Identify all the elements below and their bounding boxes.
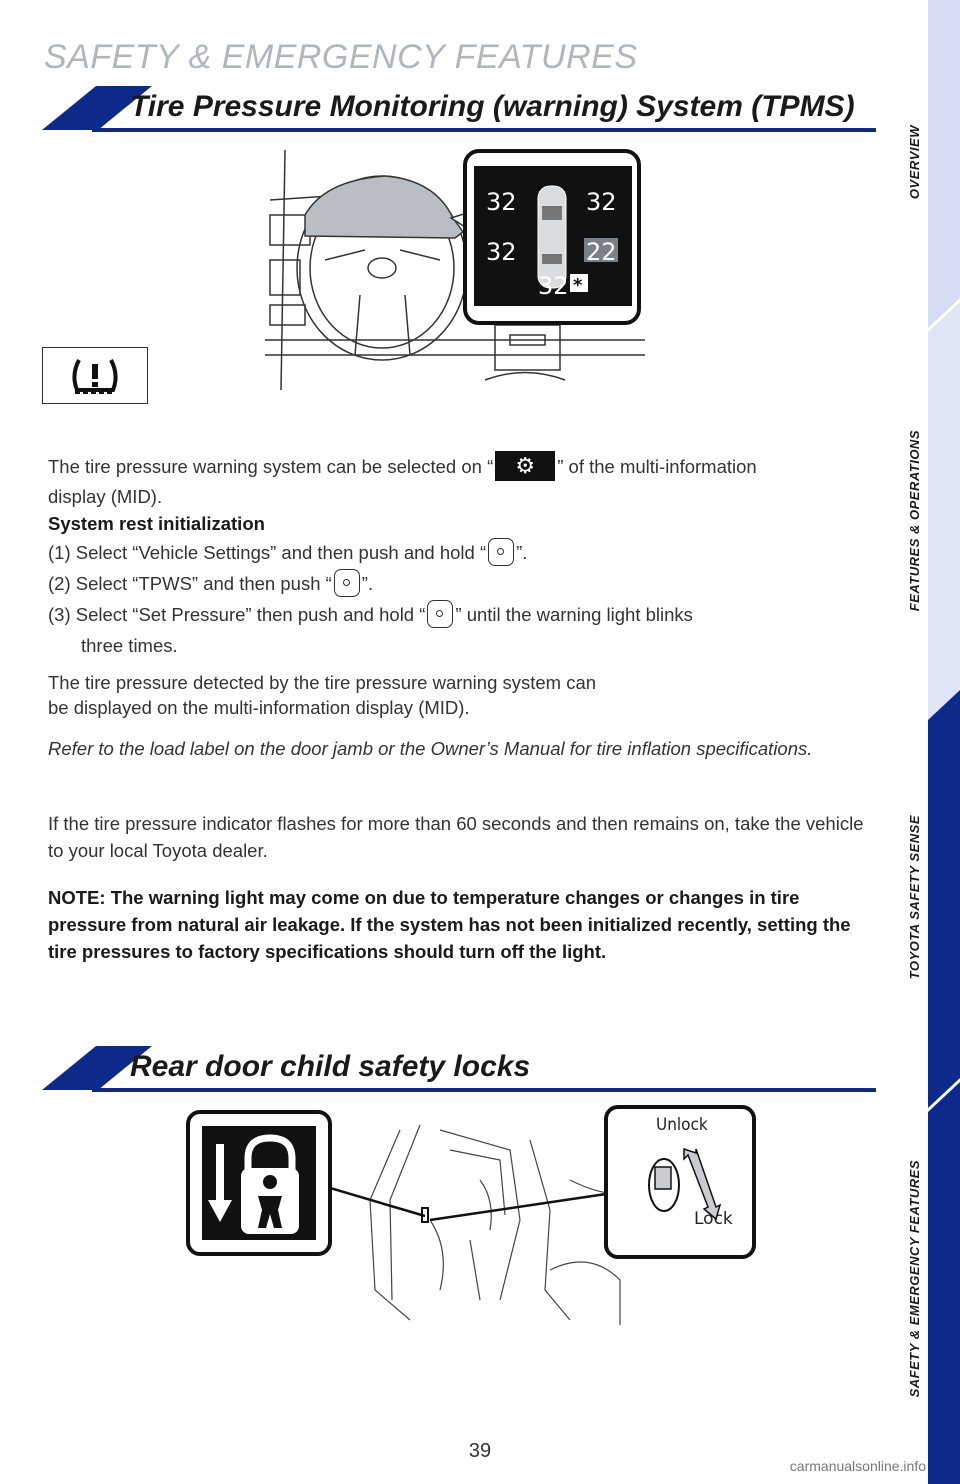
tpms-section-title: Tire Pressure Monitoring (warning) System (TPMS) [130,90,855,123]
lock-label: Lock [694,1209,733,1229]
tpms-warning-light [42,347,148,404]
flash-text: If the tire pressure indicator flashes for more than 60 seconds and then remains on, take the vehicle to your local Toyota dealer. [48,813,864,861]
ok-button-icon [427,600,453,628]
note-text: NOTE: The warning light may come on due to temperature changes or changes in tire pressure from natural air leakage. If the system has not been initialized recently, setting the tire pressures to factory specifications should turn off the light. [48,887,851,962]
page-header: SAFETY & EMERGENCY FEATURES [44,38,638,76]
step-3-continued: three times. [81,635,178,657]
child-lock-symbol [186,1110,332,1256]
side-tab-strip [928,0,960,1484]
step-2-text: (2) Select “TPWS” and then push “ [48,573,332,595]
settings-gear-icon: ⚙ [495,451,555,481]
tire-front-left-value: 32 [486,188,517,216]
child-locks-section-title: Rear door child safety locks [130,1050,531,1083]
step-2 [48,570,848,599]
tpms-title-rule [92,128,876,132]
unlock-label: Unlock [656,1115,708,1135]
tpms-instructions [48,453,848,659]
page-number: 39 [468,1440,492,1462]
intro-text-start: The tire pressure warning system can be selected on “ [48,456,494,477]
detected-line-1: The tire pressure detected by the tire pressure warning system can [48,672,597,693]
intro-paragraph [48,453,788,510]
refer-paragraph [48,735,838,762]
step-1-end: ”. [516,542,528,564]
tab-safety-emergency[interactable]: SAFETY & EMERGENCY FEATURES [907,1160,922,1398]
tire-rear-left-value: 32 [486,238,517,266]
detected-line-2: be displayed on the multi-information display (MID). [48,697,470,718]
step-1 [48,539,848,568]
step-3 [48,601,848,630]
spare-tire-value: 32 [538,272,569,300]
callout-lines [330,1180,610,1230]
tab-toyota-safety-sense[interactable]: TOYOTA SAFETY SENSE [907,815,922,980]
watermark: carmanualsonline.info [789,1458,926,1474]
tab-overview[interactable]: OVERVIEW [907,125,922,200]
ok-button-icon [334,569,360,597]
step-1-text: (1) Select “Vehicle Settings” and then push and hold “ [48,542,487,564]
tire-rear-right-value: 22 [586,238,617,266]
refer-text: Refer to the load label on the door jamb or the Owner’s Manual for tire inflation specifications. [48,738,813,759]
tpms-section-banner [42,86,876,132]
tpms-mid-display [462,148,642,326]
step-3-text: (3) Select “Set Pressure” then push and hold “ [48,604,426,626]
child-locks-title-rule [92,1088,876,1092]
lock-callout [604,1105,756,1259]
intro-text-end: ” of the multi-information display (MID). [48,456,757,508]
tab-features-operations[interactable]: FEATURES & OPERATIONS [907,430,922,612]
ok-button-icon [488,538,514,566]
note-paragraph [48,884,858,965]
lock-lever-diagram [608,1109,748,1249]
child-locks-section-banner [42,1046,876,1092]
tire-front-right-value: 32 [586,188,617,216]
init-heading: System rest initialization [48,513,265,535]
spare-marker: * [573,275,583,296]
tire-pressure-warning-icon [43,348,147,403]
step-3-end: ” until the warning light blinks [455,604,693,626]
step-2-end: ”. [361,573,374,595]
detected-paragraph [48,670,848,720]
flash-paragraph [48,810,873,864]
